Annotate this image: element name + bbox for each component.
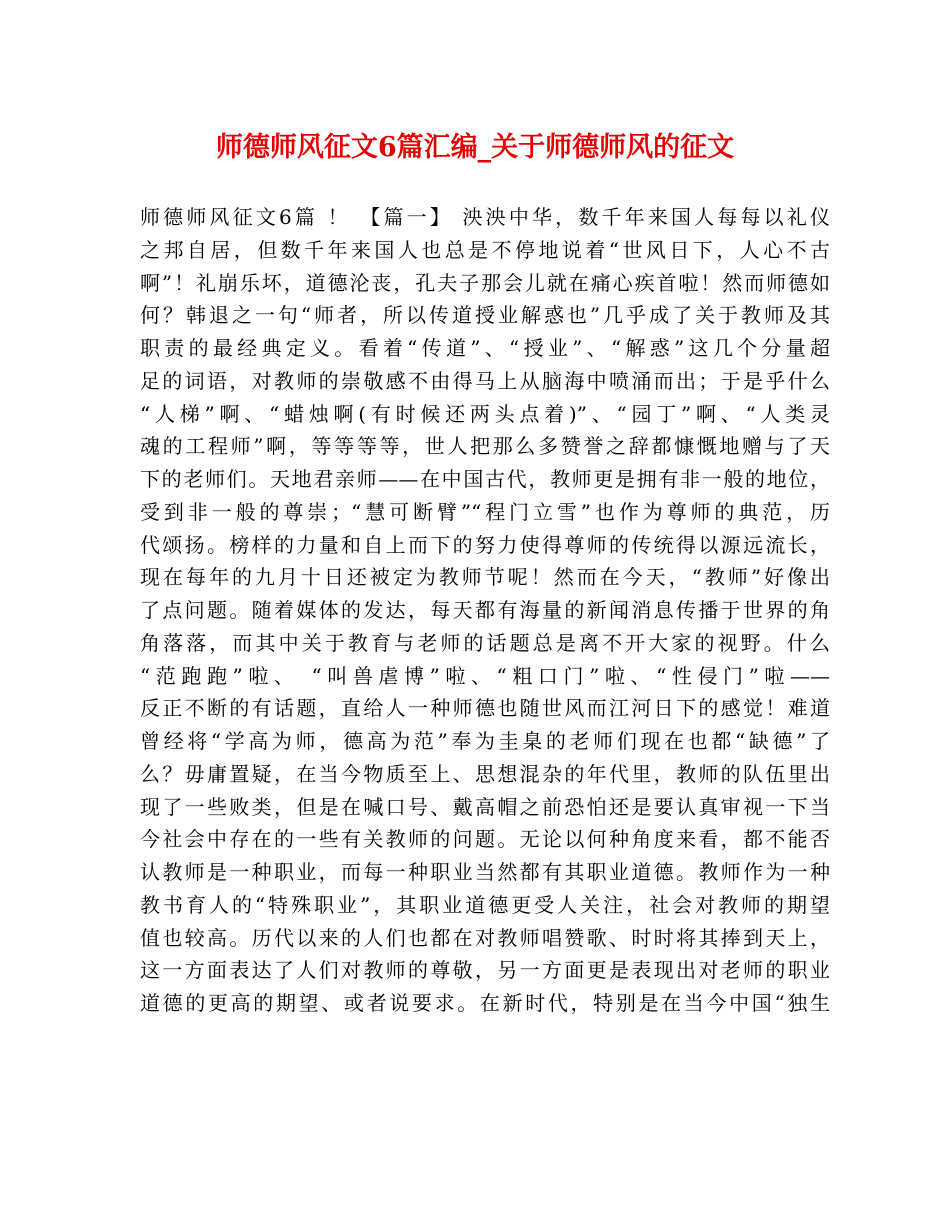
text-line: 曾经将“学高为师，德高为范”奉为圭臬的老师们现在也都“缺德”了 bbox=[140, 729, 830, 753]
text-line: 教书育人的“特殊职业”，其职业道德更受人关注，社会对教师的期望 bbox=[140, 892, 830, 917]
text-line: 了点问题。随着媒体的发达，每天都有海量的新闻消息传播于世界的角 bbox=[140, 598, 830, 622]
text-line: 道德的更高的期望、或者说要求。在新时代，特别是在当今中国“独生 bbox=[140, 991, 830, 1015]
text-line: 值也较高。历代以来的人们也都在对教师唱赞歌、时时将其捧到天上， bbox=[140, 925, 830, 950]
text-line: 反正不断的有话题，直给人一种师德也随世风而江河日下的感觉！难道 bbox=[140, 696, 830, 721]
text-line: 认教师是一种职业，而每一种职业当然都有其职业道德。教师作为一种 bbox=[140, 860, 830, 884]
text-line: 现了一些败类，但是在喊口号、戴高帽之前恐怕还是要认真审视一下当 bbox=[140, 794, 830, 819]
text-line: 现在每年的九月十日还被定为教师节呢！然而在今天，“教师”好像出 bbox=[140, 565, 830, 590]
body-text bbox=[140, 201, 830, 1020]
text-line: 职责的最经典定义。看着“传道”、“授业”、“解惑”这几个分量超 bbox=[140, 336, 830, 360]
text-line: 么？毋庸置疑，在当今物质至上、思想混杂的年代里，教师的队伍里出 bbox=[140, 761, 830, 786]
text-line: 师德师风征文6篇 ！ 【篇一】 泱泱中华，数千年来国人每每以礼仪 bbox=[140, 205, 830, 229]
text-line: 下的老师们。天地君亲师——在中国古代，教师更是拥有非一般的地位， bbox=[140, 467, 830, 491]
text-line: 魂的工程师”啊，等等等等，世人把那么多赞誉之辞都慷慨地赠与了天 bbox=[140, 434, 830, 459]
document-title: 师德师风征文6篇汇编_关于师德师风的征文 bbox=[215, 132, 735, 163]
text-line: 何？韩退之一句“师者，所以传道授业解惑也”几乎成了关于教师及其 bbox=[140, 303, 830, 328]
text-line: “范跑跑”啦、 “叫兽虐博”啦、“粗口门”啦、“性侵门”啦—— bbox=[140, 663, 830, 688]
text-line: 角落落，而其中关于教育与老师的话题总是离不开大家的视野。什么 bbox=[140, 630, 830, 655]
text-line: “人梯”啊、“蜡烛啊(有时候还两头点着)”、“园丁”啊、“人类灵 bbox=[140, 401, 830, 426]
text-line: 代颂扬。榜样的力量和自上而下的努力使得尊师的传统得以源远流长， bbox=[140, 532, 830, 557]
text-line: 今社会中存在的一些有关教师的问题。无论以何种角度来看，都不能否 bbox=[140, 827, 830, 852]
text-line: 这一方面表达了人们对教师的尊敬，另一方面更是表现出对老师的职业 bbox=[140, 958, 830, 983]
text-line: 之邦自居，但数千年来国人也总是不停地说着“世风日下，人心不古 bbox=[140, 237, 830, 262]
text-line: 足的词语，对教师的崇敬感不由得马上从脑海中喷涌而出；于是乎什么 bbox=[140, 368, 830, 393]
text-line: 啊”！礼崩乐坏，道德沦丧，孔夫子那会儿就在痛心疾首啦！然而师德如 bbox=[140, 270, 830, 295]
text-line: 受到非一般的尊崇；“慧可断臂”“程门立雪”也作为尊师的典范，历 bbox=[140, 499, 830, 524]
